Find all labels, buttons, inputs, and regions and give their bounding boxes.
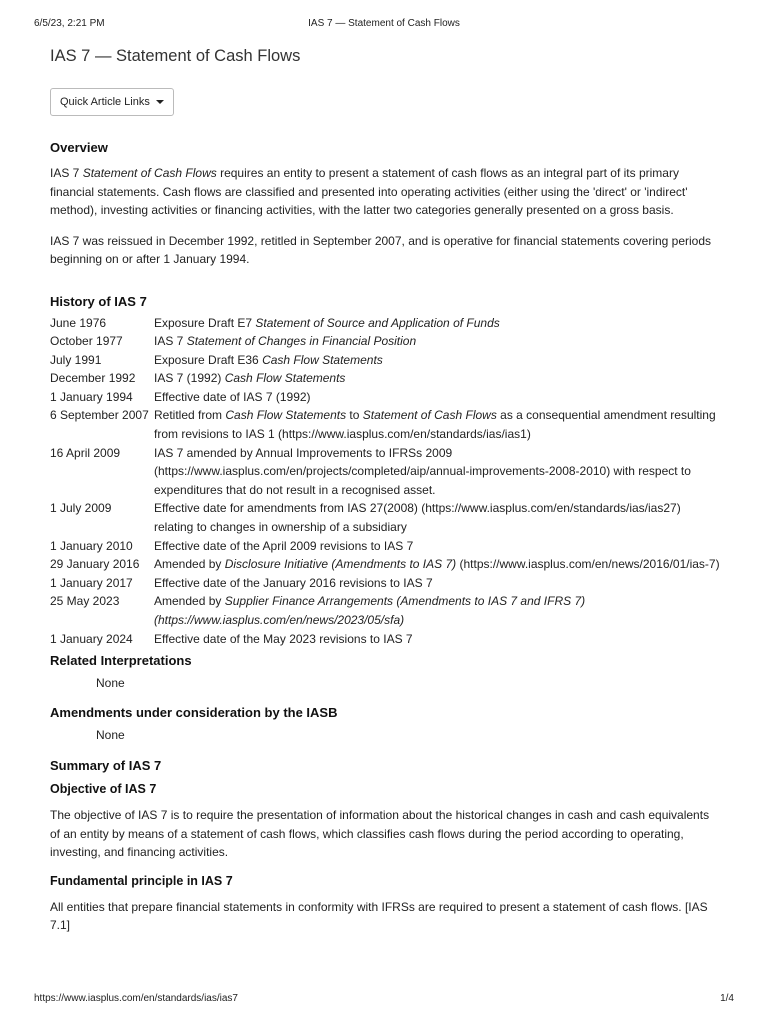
- page-title: IAS 7 — Statement of Cash Flows: [50, 47, 301, 65]
- history-description: Effective date of the January 2016 revisions to IAS 7: [154, 575, 433, 590]
- objective-heading: Objective of IAS 7: [50, 782, 157, 797]
- history-date: December 1992: [50, 371, 136, 386]
- amendments-heading: Amendments under consideration by the IASB: [50, 705, 338, 721]
- history-row: [50, 444, 722, 500]
- history-description: Retitled from Cash Flow Statements to Statement of Cash Flows as a consequential amendment resulting from revisions to IAS 1 (https://www.iasplus.com/en/standards/ias/ias1): [154, 408, 716, 442]
- history-date: 25 May 2023: [50, 594, 120, 609]
- summary-heading: Summary of IAS 7: [50, 758, 162, 774]
- history-date: 1 January 2017: [50, 575, 133, 590]
- history-description: Effective date for amendments from IAS 27(2008) (https://www.iasplus.com/en/standards/ias/ias27) relating to changes in ownership of a subsidiary: [154, 501, 681, 535]
- history-description: Effective date of the May 2023 revisions to IAS 7: [154, 631, 413, 646]
- print-url: https://www.iasplus.com/en/standards/ias/ias7: [34, 993, 238, 1004]
- history-row: [50, 314, 722, 333]
- statement-of-cash-flows-emphasis: Statement of Cash Flows: [82, 166, 217, 180]
- history-date: 16 April 2009: [50, 445, 121, 460]
- fundamental-principle-heading: Fundamental principle in IAS 7: [50, 873, 233, 888]
- history-date: 6 September 2007: [50, 408, 149, 423]
- history-row: [50, 369, 722, 388]
- history-description: Amended by Supplier Finance Arrangements (Amendments to IAS 7 and IFRS 7) (https://www.iasplus.com/en/news/2023/05/sfa): [154, 594, 586, 627]
- overview-paragraph-2: IAS 7 was reissued in December 1992, retitled in September 2007, and is operative for financial statements covering periods beginning on or after 1 January 1994.: [50, 233, 712, 266]
- print-title: IAS 7 — Statement of Cash Flows: [308, 18, 460, 29]
- history-date: July 1991: [50, 352, 102, 367]
- history-date: 1 January 1994: [50, 389, 133, 404]
- history-table: [50, 314, 722, 649]
- caret-down-icon: [156, 100, 164, 104]
- objective-text: The objective of IAS 7 is to require the presentation of information about the historical changes in cash and cash equivalents of an entity by means of a statement of cash flows, which classifies cash flows during the period according to operating, investing, and financing activities.: [50, 808, 710, 860]
- overview-heading: Overview: [50, 140, 108, 155]
- print-datetime: 6/5/23, 2:21 PM: [34, 18, 105, 29]
- history-date: June 1976: [50, 315, 107, 330]
- print-footer: [0, 990, 768, 1010]
- history-row: [50, 630, 722, 649]
- history-date: October 1977: [50, 334, 123, 349]
- history-row: [50, 499, 722, 536]
- quick-article-links-label: Quick Article Links: [60, 96, 150, 108]
- history-row: [50, 574, 722, 593]
- related-interpretations-heading: Related Interpretations: [50, 653, 192, 669]
- history-description: Exposure Draft E36 Cash Flow Statements: [154, 352, 383, 367]
- history-description: Effective date of the April 2009 revisions to IAS 7: [154, 538, 414, 553]
- history-description: Effective date of IAS 7 (1992): [154, 389, 311, 404]
- history-row: [50, 388, 722, 407]
- history-heading: History of IAS 7: [50, 293, 147, 309]
- amendments-value: None: [96, 728, 125, 743]
- history-row: [50, 351, 722, 370]
- history-date: 1 July 2009: [50, 501, 112, 516]
- history-date: 1 January 2010: [50, 538, 133, 553]
- history-description: IAS 7 (1992) Cash Flow Statements: [154, 371, 346, 386]
- history-date: 1 January 2024: [50, 631, 133, 646]
- quick-article-links-button[interactable]: [50, 88, 174, 116]
- related-interpretations-value: None: [96, 676, 125, 691]
- history-row: [50, 406, 722, 443]
- overview-paragraph-1: IAS 7 Statement of Cash Flows requires an entity to present a statement of cash flows as an integral part of its primary financial statements. Cash flows are classified and presented into operating activities (either using the 'direct' or 'indirect' method), investing activities or financing activities, with the latter two categories generally presented on a gross basis.: [50, 166, 688, 217]
- article-content: [50, 44, 722, 935]
- history-description: IAS 7 Statement of Changes in Financial Position: [154, 334, 417, 349]
- history-row: [50, 555, 722, 574]
- history-row: [50, 332, 722, 351]
- history-description: Exposure Draft E7 Statement of Source and Application of Funds: [154, 315, 500, 330]
- history-row: [50, 537, 722, 556]
- history-description: IAS 7 amended by Annual Improvements to IFRSs 2009 (https://www.iasplus.com/en/projects/completed/aip/annual-improvements-2008-2010) with respect to expenditures that do not result in a recognised asset.: [154, 445, 691, 497]
- history-description: Amended by Disclosure Initiative (Amendments to IAS 7) (https://www.iasplus.com/en/news/2016/01/ias-7): [154, 557, 720, 572]
- page-number: 1/4: [720, 993, 734, 1004]
- fundamental-principle-text: All entities that prepare financial statements in conformity with IFRSs are required to present a statement of cash flows. [IAS 7.1]: [50, 899, 708, 933]
- print-header: [0, 14, 768, 34]
- history-row: [50, 592, 722, 629]
- history-date: 29 January 2016: [50, 557, 140, 572]
